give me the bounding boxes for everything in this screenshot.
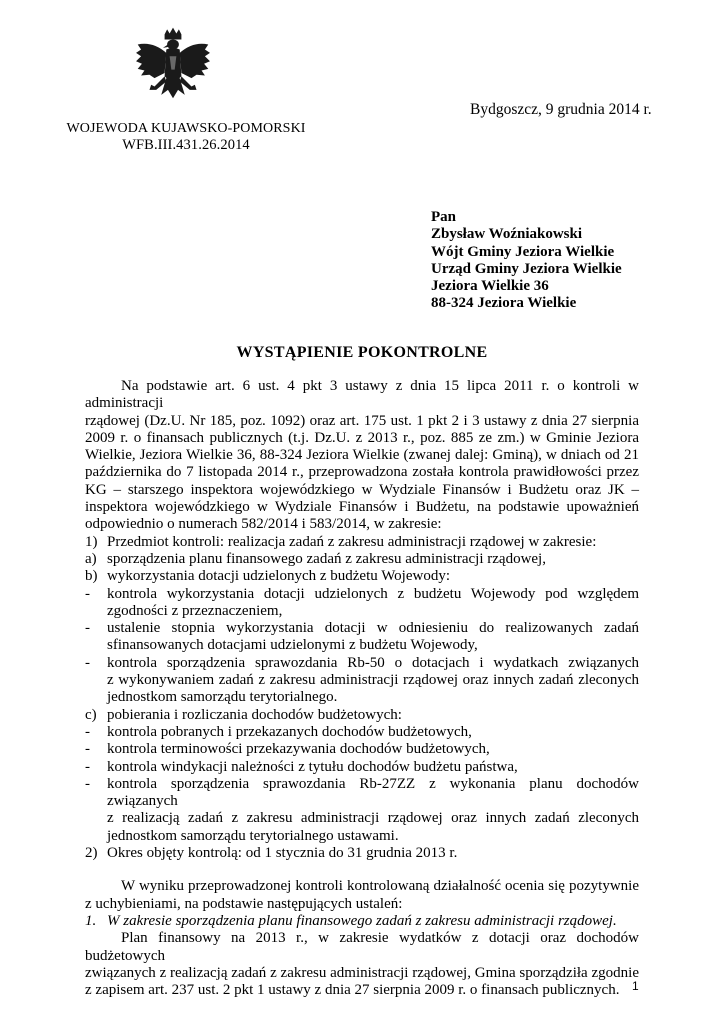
intro-line: Na podstawie art. 6 ust. 4 pkt 3 ustawy z dnia 15 lipca 2011 r. o kontroli w administracji (85, 378, 639, 412)
scope-item-c (85, 707, 639, 724)
scope-c-dash-1 (85, 724, 639, 741)
intro-line: października do 7 listopada 2014 r., przeprowadzona została kontrola prawidłowości przez (85, 464, 639, 481)
list-text: Okres objęty kontrolą: od 1 stycznia do 31 grudnia 2013 r. (107, 845, 458, 862)
finding-line: związanych z realizacją zadań z zakresu administracji rządowej, Gmina sporządziła zgodnie (85, 964, 639, 981)
intro-line: rządowej (Dz.U. Nr 185, poz. 1092) oraz art. 175 ust. 1 pkt 2 i 3 ustawy z dnia 27 sierpnia (85, 412, 639, 429)
list-text-line: jednostkom samorządu terytorialnego ustawami. (107, 827, 399, 844)
list-text-line: kontrola sporządzenia sprawozdania Rb-50 o dotacjach i wydatkach związanych (107, 654, 639, 671)
scope-item-1 (85, 534, 639, 551)
scope-b-dash-1 (85, 586, 639, 621)
intro-line: 2009 r. o finansach publicznych (t.j. Dz.U. z 2013 r., poz. 885 ze zm.) w Gminie Jeziora (85, 429, 639, 446)
list-text: sporządzenia planu finansowego zadań z zakresu administracji rządowej, (107, 550, 546, 567)
list-text-line: sfinansowanych dotacjami udzielonymi z budżetu Wojewody, (107, 637, 478, 654)
issuer-name: WOJEWODA KUJAWSKO-POMORSKI (66, 121, 306, 136)
list-text: wykorzystania dotacji udzielonych z budżetu Wojewody: (107, 568, 451, 585)
finding-1-paragraph (85, 930, 639, 999)
scope-b-dash-3 (85, 655, 639, 707)
list-text-line: kontrola sporządzenia sprawozdania Rb-27ZZ z wykonania planu dochodów związanych (107, 775, 639, 810)
recipient-name: Zbysław Woźniakowski (431, 226, 583, 243)
polish-eagle-emblem-icon (131, 26, 215, 110)
list-marker: - (85, 585, 90, 602)
list-marker: - (85, 775, 90, 792)
document-body (85, 378, 639, 999)
recipient-office: Urząd Gminy Jeziora Wielkie (431, 260, 622, 277)
intro-line: KG – starszego inspektora wojewódzkiego w Wydziale Finansów i Budżetu oraz JK – (85, 481, 639, 498)
scope-c-dash-4 (85, 776, 639, 845)
intro-line: Wielkie, Jeziora Wielkie 36, 88-324 Jeziora Wielkie (zwanej dalej: Gminą), w dniach od 21 (85, 447, 639, 464)
scope-item-2 (85, 845, 639, 862)
finding-heading-text: W zakresie sporządzenia planu finansowego zadań z zakresu administracji rządowej. (107, 912, 617, 929)
intro-paragraph (85, 378, 639, 534)
list-text: Przedmiot kontroli: realizacja zadań z zakresu administracji rządowej w zakresie: (107, 533, 597, 550)
list-marker: - (85, 654, 90, 671)
list-marker: 2) (85, 845, 98, 862)
list-marker: b) (85, 568, 98, 585)
list-marker: - (85, 723, 90, 740)
scope-c-dash-2 (85, 741, 639, 758)
page-number: 1 (632, 979, 639, 993)
finding-line: z zapisem art. 237 ust. 2 pkt 1 ustawy z dnia 27 sierpnia 2009 r. o finansach publicznych. (85, 982, 620, 999)
scope-item-b (85, 568, 639, 585)
reference-number: WFB.III.431.26.2014 (122, 137, 250, 153)
document-date: Bydgoszcz, 9 grudnia 2014 r. (470, 101, 652, 118)
finding-1-heading (85, 913, 639, 930)
issuer-block (62, 120, 310, 154)
list-marker: 1. (85, 912, 97, 929)
recipient-position: Wójt Gminy Jeziora Wielkie (431, 243, 615, 260)
recipient-postal: 88-324 Jeziora Wielkie (431, 295, 577, 312)
list-text: pobierania i rozliczania dochodów budżetowych: (107, 706, 402, 723)
assessment-line: z uchybieniami, na podstawie następujących ustaleń: (85, 895, 403, 912)
list-marker: - (85, 620, 90, 637)
scope-item-a (85, 551, 639, 568)
list-text-line: kontrola wykorzystania dotacji udzielonych z budżetu Wojewody pod względem (107, 585, 639, 602)
document-title: WYSTĄPIENIE POKONTROLNE (236, 344, 488, 361)
recipient-salutation: Pan (431, 209, 457, 225)
list-text: kontrola pobranych i przekazanych dochodów budżetowych, (107, 723, 472, 740)
list-text-line: z realizacją zadań z zakresu administracji rządowej oraz innych zadań zleconych (107, 810, 639, 827)
list-text-line: jednostkom samorządu terytorialnego. (107, 689, 338, 706)
recipient-street: Jeziora Wielkie 36 (431, 278, 549, 295)
finding-line: Plan finansowy na 2013 r., w zakresie wydatków z dotacji oraz dochodów budżetowych (85, 930, 639, 964)
list-marker: - (85, 758, 90, 775)
list-marker: c) (85, 706, 97, 723)
scope-b-dash-2 (85, 620, 639, 655)
list-text: kontrola terminowości przekazywania dochodów budżetowych, (107, 741, 490, 758)
list-marker: 1) (85, 533, 98, 550)
list-text-line: z wykonywaniem zadań z zakresu administracji rządowej oraz innych zadań zleconych (107, 672, 639, 689)
list-marker: - (85, 741, 90, 758)
list-text-line: ustalenie stopnia wykorzystania dotacji w odniesieniu do realizowanych zadań (107, 620, 639, 637)
recipient-address (431, 209, 622, 313)
intro-line: odpowiednio o numerach 582/2014 i 583/2014, w zakresie: (85, 516, 442, 533)
list-text-line: zgodności z przeznaczeniem, (107, 602, 283, 619)
list-marker: a) (85, 550, 97, 567)
list-text: kontrola windykacji należności z tytułu dochodów budżetu państwa, (107, 758, 518, 775)
assessment-paragraph (85, 878, 639, 913)
assessment-line: W wyniku przeprowadzonej kontroli kontrolowaną działalność ocenia się pozytywnie (121, 878, 639, 895)
intro-line: inspektora wojewódzkiego w Wydziale Finansów i Budżetu, na podstawie upoważnień (85, 499, 639, 516)
scope-c-dash-3 (85, 759, 639, 776)
